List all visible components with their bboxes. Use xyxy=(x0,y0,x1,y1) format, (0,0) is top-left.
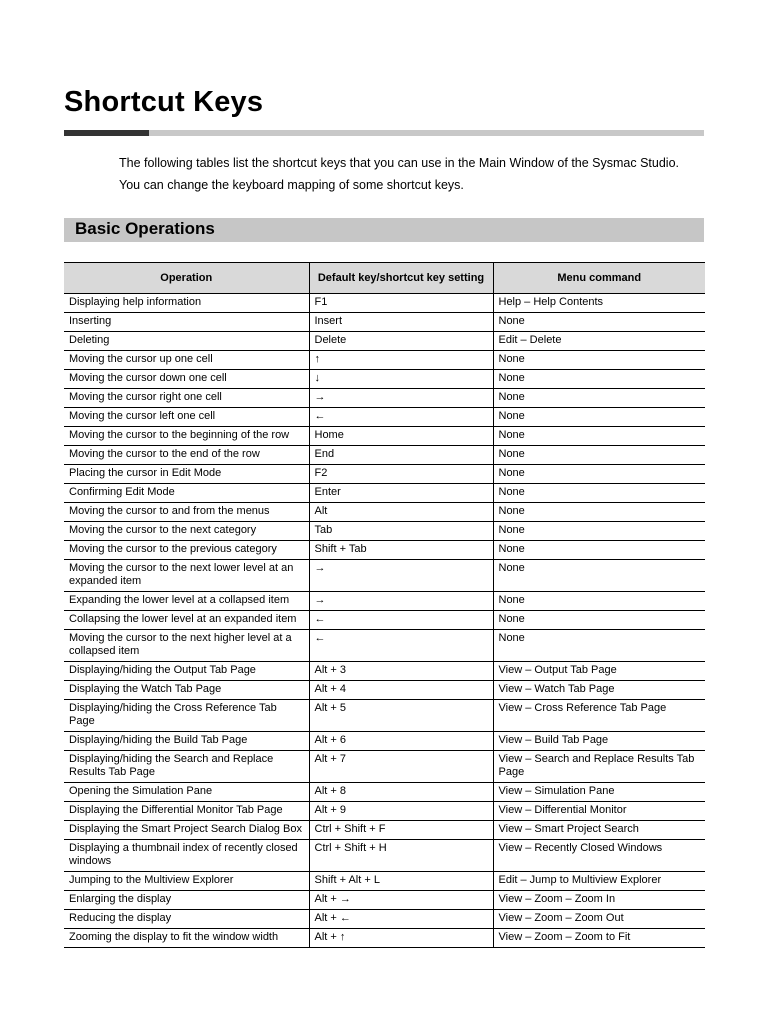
table-row xyxy=(64,681,705,700)
cell-operation: Moving the cursor to the next higher level at a collapsed item xyxy=(64,630,309,662)
cell-key-setting: ← xyxy=(309,611,493,630)
cell-menu-command: None xyxy=(493,611,705,630)
cell-menu-command: View – Build Tab Page xyxy=(493,732,705,751)
cell-key-setting: Enter xyxy=(309,484,493,503)
cell-menu-command: View – Output Tab Page xyxy=(493,662,705,681)
table-row xyxy=(64,503,705,522)
table-row xyxy=(64,427,705,446)
cell-operation: Displaying/hiding the Search and Replace Results Tab Page xyxy=(64,751,309,783)
cell-key-setting: → xyxy=(309,592,493,611)
cell-key-setting: F1 xyxy=(309,294,493,313)
table-row xyxy=(64,840,705,872)
cell-menu-command: Help – Help Contents xyxy=(493,294,705,313)
cell-key-setting: Alt + ← xyxy=(309,910,493,929)
cell-key-setting: Delete xyxy=(309,332,493,351)
cell-menu-command: Edit – Delete xyxy=(493,332,705,351)
table-row xyxy=(64,313,705,332)
cell-menu-command: View – Zoom – Zoom to Fit xyxy=(493,929,705,948)
cell-menu-command: Edit – Jump to Multiview Explorer xyxy=(493,872,705,891)
cell-key-setting: End xyxy=(309,446,493,465)
cell-operation: Moving the cursor to the beginning of the row xyxy=(64,427,309,446)
header-menu-command: Menu command xyxy=(493,263,705,294)
cell-menu-command: None xyxy=(493,541,705,560)
cell-key-setting: Insert xyxy=(309,313,493,332)
table-row xyxy=(64,541,705,560)
cell-key-setting: ← xyxy=(309,630,493,662)
cell-operation: Displaying the Differential Monitor Tab Page xyxy=(64,802,309,821)
cell-menu-command: View – Simulation Pane xyxy=(493,783,705,802)
title-rule-light-segment xyxy=(149,130,704,136)
cell-operation: Displaying/hiding the Output Tab Page xyxy=(64,662,309,681)
table-row xyxy=(64,592,705,611)
table-row xyxy=(64,630,705,662)
table-row xyxy=(64,465,705,484)
cell-operation: Moving the cursor to the next lower level at an expanded item xyxy=(64,560,309,592)
table-row xyxy=(64,560,705,592)
header-key-setting: Default key/shortcut key setting xyxy=(309,263,493,294)
cell-menu-command: None xyxy=(493,370,705,389)
table-row xyxy=(64,332,705,351)
table-row xyxy=(64,611,705,630)
table-row xyxy=(64,751,705,783)
cell-key-setting: Alt + 3 xyxy=(309,662,493,681)
cell-key-setting: F2 xyxy=(309,465,493,484)
cell-operation: Moving the cursor to the next category xyxy=(64,522,309,541)
cell-operation: Moving the cursor up one cell xyxy=(64,351,309,370)
cell-menu-command: View – Smart Project Search xyxy=(493,821,705,840)
page-title: Shortcut Keys xyxy=(64,86,264,118)
cell-key-setting: Home xyxy=(309,427,493,446)
cell-menu-command: View – Differential Monitor xyxy=(493,802,705,821)
cell-menu-command: View – Zoom – Zoom Out xyxy=(493,910,705,929)
cell-key-setting: Shift + Alt + L xyxy=(309,872,493,891)
section-heading-bar xyxy=(64,218,704,242)
cell-operation: Displaying the Watch Tab Page xyxy=(64,681,309,700)
cell-operation: Moving the cursor left one cell xyxy=(64,408,309,427)
cell-operation: Jumping to the Multiview Explorer xyxy=(64,872,309,891)
table-row xyxy=(64,522,705,541)
cell-key-setting: Shift + Tab xyxy=(309,541,493,560)
table-row xyxy=(64,408,705,427)
cell-key-setting: Ctrl + Shift + H xyxy=(309,840,493,872)
section-title: Basic Operations xyxy=(75,219,215,238)
header-operation: Operation xyxy=(64,263,309,294)
cell-menu-command: None xyxy=(493,592,705,611)
cell-operation: Displaying the Smart Project Search Dialog Box xyxy=(64,821,309,840)
cell-menu-command: None xyxy=(493,630,705,662)
intro-text xyxy=(119,152,719,196)
table-body xyxy=(64,294,705,948)
table-row xyxy=(64,662,705,681)
table-row xyxy=(64,446,705,465)
table-row xyxy=(64,910,705,929)
cell-menu-command: View – Cross Reference Tab Page xyxy=(493,700,705,732)
cell-key-setting: → xyxy=(309,560,493,592)
cell-menu-command: View – Watch Tab Page xyxy=(493,681,705,700)
cell-operation: Confirming Edit Mode xyxy=(64,484,309,503)
title-rule xyxy=(64,130,704,136)
cell-menu-command: None xyxy=(493,560,705,592)
cell-operation: Reducing the display xyxy=(64,910,309,929)
cell-operation: Enlarging the display xyxy=(64,891,309,910)
shortcut-table xyxy=(64,262,705,948)
cell-operation: Displaying a thumbnail index of recently closed windows xyxy=(64,840,309,872)
cell-menu-command: None xyxy=(493,503,705,522)
table-row xyxy=(64,802,705,821)
cell-operation: Expanding the lower level at a collapsed item xyxy=(64,592,309,611)
cell-menu-command: None xyxy=(493,427,705,446)
table-row xyxy=(64,294,705,313)
cell-operation: Moving the cursor right one cell xyxy=(64,389,309,408)
table-row xyxy=(64,732,705,751)
intro-line: The following tables list the shortcut keys that you can use in the Main Window of the Sysmac Studio. xyxy=(119,156,680,170)
cell-key-setting: Alt + 8 xyxy=(309,783,493,802)
cell-operation: Displaying help information xyxy=(64,294,309,313)
cell-operation: Deleting xyxy=(64,332,309,351)
table-row xyxy=(64,700,705,732)
cell-key-setting: Alt + 7 xyxy=(309,751,493,783)
cell-menu-command: None xyxy=(493,389,705,408)
table-row xyxy=(64,370,705,389)
cell-operation: Moving the cursor to the end of the row xyxy=(64,446,309,465)
cell-operation: Displaying/hiding the Build Tab Page xyxy=(64,732,309,751)
cell-menu-command: None xyxy=(493,465,705,484)
cell-key-setting: Alt + ↑ xyxy=(309,929,493,948)
cell-menu-command: View – Zoom – Zoom In xyxy=(493,891,705,910)
cell-operation: Opening the Simulation Pane xyxy=(64,783,309,802)
cell-menu-command: None xyxy=(493,484,705,503)
table-row xyxy=(64,484,705,503)
cell-menu-command: None xyxy=(493,408,705,427)
cell-key-setting: Alt + 9 xyxy=(309,802,493,821)
cell-key-setting: Tab xyxy=(309,522,493,541)
intro-line: You can change the keyboard mapping of some shortcut keys. xyxy=(119,178,464,192)
table-row xyxy=(64,783,705,802)
cell-key-setting: → xyxy=(309,389,493,408)
table-row xyxy=(64,872,705,891)
cell-key-setting: ↑ xyxy=(309,351,493,370)
cell-key-setting: Ctrl + Shift + F xyxy=(309,821,493,840)
cell-operation: Inserting xyxy=(64,313,309,332)
cell-menu-command: None xyxy=(493,446,705,465)
cell-operation: Moving the cursor to the previous category xyxy=(64,541,309,560)
title-rule-dark-segment xyxy=(64,130,149,136)
cell-operation: Displaying/hiding the Cross Reference Tab Page xyxy=(64,700,309,732)
cell-key-setting: ← xyxy=(309,408,493,427)
cell-key-setting: ↓ xyxy=(309,370,493,389)
table-row xyxy=(64,389,705,408)
cell-menu-command: View – Search and Replace Results Tab Page xyxy=(493,751,705,783)
cell-key-setting: Alt + 4 xyxy=(309,681,493,700)
cell-key-setting: Alt + 5 xyxy=(309,700,493,732)
cell-operation: Zooming the display to fit the window width xyxy=(64,929,309,948)
cell-operation: Placing the cursor in Edit Mode xyxy=(64,465,309,484)
table-row xyxy=(64,929,705,948)
cell-operation: Moving the cursor to and from the menus xyxy=(64,503,309,522)
cell-key-setting: Alt + 6 xyxy=(309,732,493,751)
cell-menu-command: None xyxy=(493,522,705,541)
cell-menu-command: View – Recently Closed Windows xyxy=(493,840,705,872)
table-header-row xyxy=(64,263,705,294)
cell-key-setting: Alt xyxy=(309,503,493,522)
cell-operation: Moving the cursor down one cell xyxy=(64,370,309,389)
cell-key-setting: Alt + → xyxy=(309,891,493,910)
cell-menu-command: None xyxy=(493,313,705,332)
cell-operation: Collapsing the lower level at an expanded item xyxy=(64,611,309,630)
cell-menu-command: None xyxy=(493,351,705,370)
table-row xyxy=(64,821,705,840)
table-row xyxy=(64,351,705,370)
table-row xyxy=(64,891,705,910)
